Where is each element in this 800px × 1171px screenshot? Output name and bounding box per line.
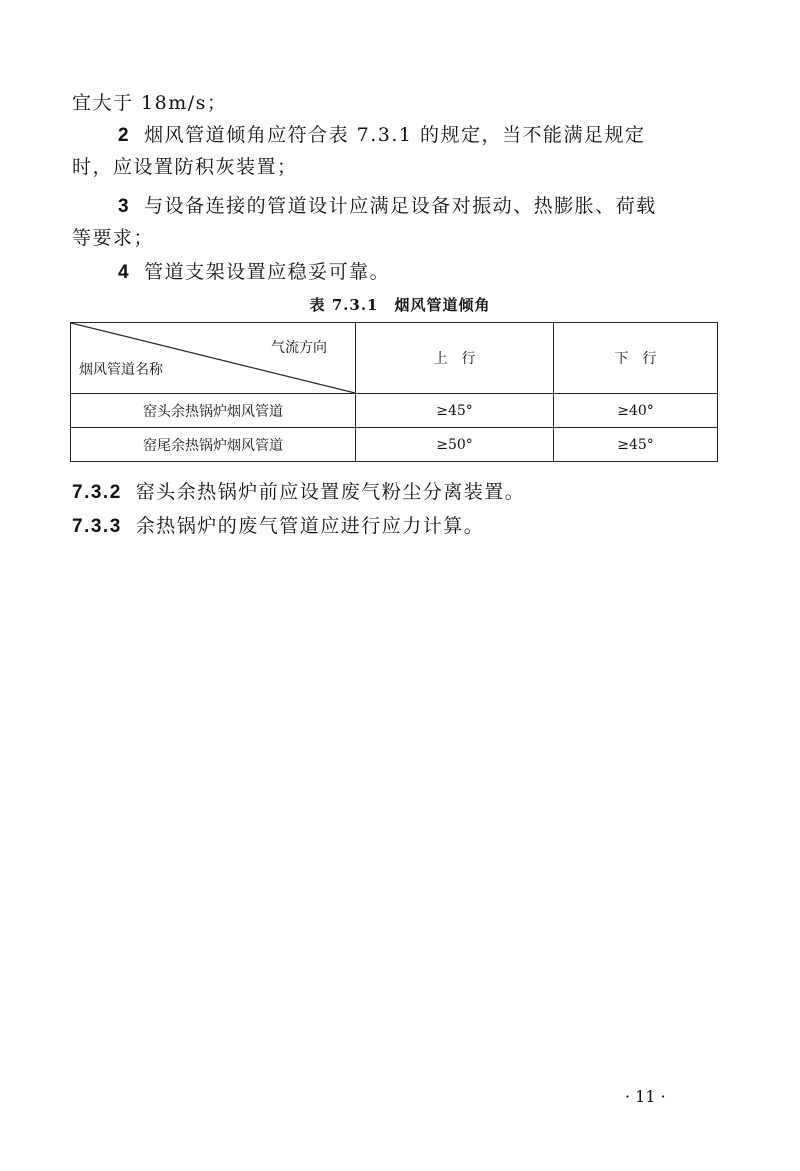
cell-down: ≥40° [554,394,718,428]
cell-down: ≥45° [554,428,718,462]
item-text: 管道支架设置应稳妥可靠。 [144,261,391,283]
list-item-4 [118,257,390,284]
section-text: 窑头余热锅炉前应设置废气粉尘分离装置。 [135,481,526,503]
section-number: 7.3.2 [72,482,122,503]
header-pipe-name: 烟风管道名称 [79,362,163,378]
table-row [71,428,718,462]
item-number: 2 [118,125,131,146]
header-flow-direction: 气流方向 [271,340,327,356]
list-item-3 [118,191,657,218]
table-header-row [71,323,718,394]
item-number: 4 [118,262,131,283]
item-text: 与设备连接的管道设计应满足设备对振动、热膨胀、荷载 [144,195,657,217]
table-title: 表 7.3.1 烟风管道倾角 [309,296,491,314]
diagonal-header-cell [71,323,356,394]
paragraph-line: 等要求； [72,227,155,249]
item-text: 烟风管道倾角应符合表 7.3.1 的规定，当不能满足规定 [144,124,646,146]
section-text: 余热锅炉的废气管道应进行应力计算。 [135,515,485,537]
cell-up: ≥50° [356,428,554,462]
cell-name: 窑头余热锅炉烟风管道 [71,394,356,428]
section-7-3-2 [72,477,525,504]
header-down: 下 行 [554,323,718,394]
header-up: 上 行 [356,323,554,394]
section-number: 7.3.3 [72,516,122,537]
paragraph-line: 宜大于 18m/s； [72,92,228,114]
cell-up: ≥45° [356,394,554,428]
list-item-2 [118,120,646,147]
cell-name: 窑尾余热锅炉烟风管道 [71,428,356,462]
diagonal-line [71,323,355,393]
page-number: · 11 · [625,1087,666,1106]
section-7-3-3 [72,511,484,538]
table-row [71,394,718,428]
pipe-angle-table [70,322,718,462]
paragraph-line: 时，应设置防积灰装置； [72,156,298,178]
item-number: 3 [118,196,131,217]
